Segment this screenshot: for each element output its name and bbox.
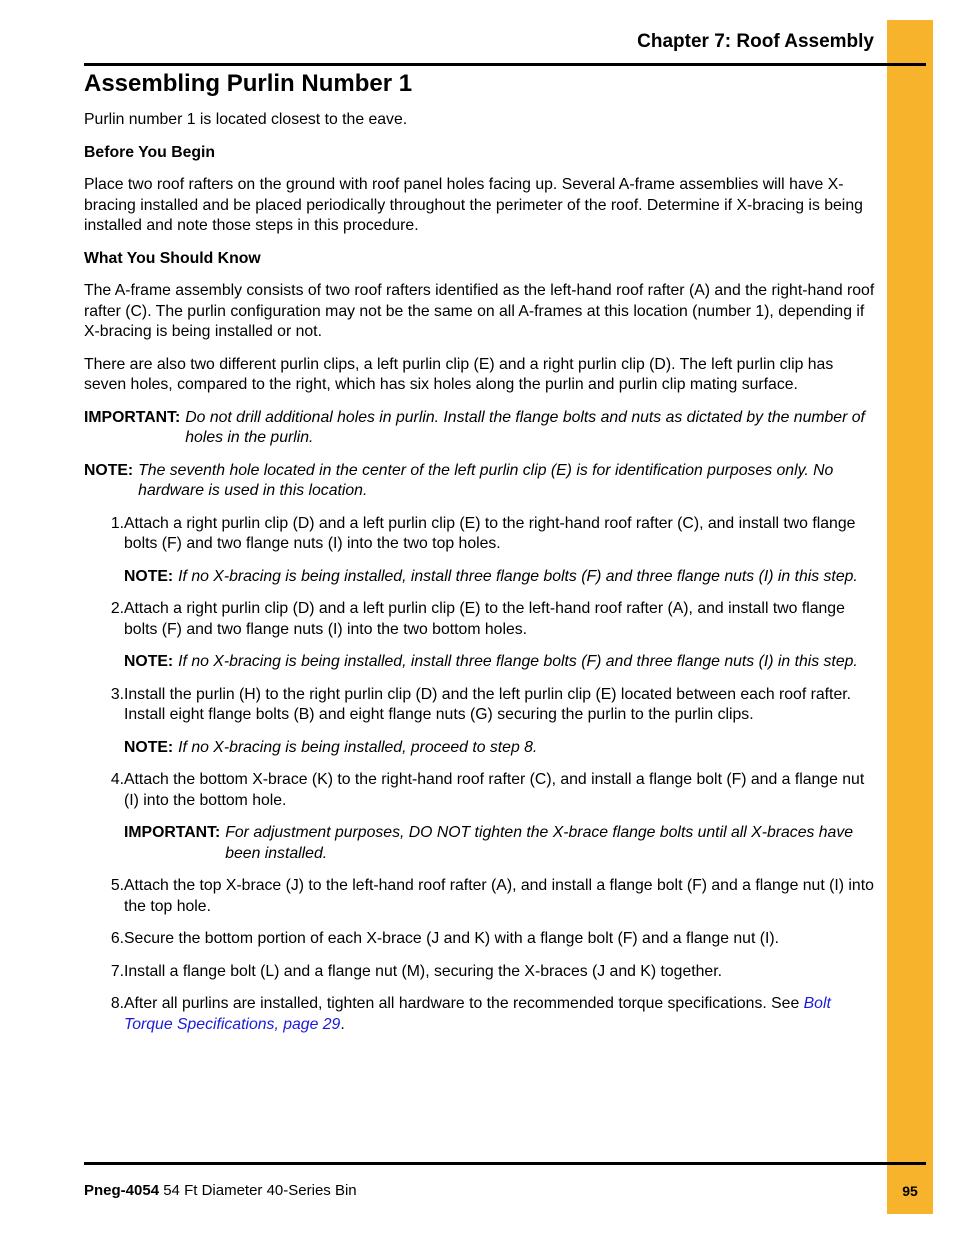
- important-label: IMPORTANT:: [84, 408, 181, 426]
- step-8: [84, 994, 876, 1035]
- step-4-important: [124, 823, 876, 864]
- step-text: After all purlins are installed, tighten all hardware to the recommended torque specifications. See: [124, 995, 804, 1012]
- before-paragraph: Place two roof rafters on the ground with roof panel holes facing up. Several A-frame assemblies will have X-bracing installed and be placed periodically throughout the perimeter of the roof. Determine if X-bracing is being installed and note those steps in this procedure.: [84, 176, 863, 234]
- footer-rule: [84, 1162, 926, 1165]
- step-text: Install the purlin (H) to the right purlin clip (D) and the left purlin clip (E) located between each roof rafter. Install eight flange bolts (B) and eight flange nuts (G) securing the purlin to the purlin clips.: [124, 685, 852, 723]
- step-number: 1.: [110, 514, 124, 532]
- step-number: 8.: [110, 995, 124, 1012]
- step-7: [84, 962, 876, 983]
- main-content: [84, 110, 876, 1047]
- step-note-text: For adjustment purposes, DO NOT tighten the X-brace flange bolts until all X-braces have been installed.: [225, 824, 854, 862]
- step-text-wrapper: [124, 994, 876, 1035]
- note-callout: [84, 461, 876, 502]
- important-callout: [84, 408, 876, 449]
- step-1: [84, 514, 876, 555]
- intro-paragraph: Purlin number 1 is located closest to the eave.: [84, 111, 408, 128]
- step-1-note: [124, 567, 876, 588]
- step-text-tail: .: [340, 1015, 345, 1033]
- step-number: 6.: [110, 930, 124, 947]
- step-4: [84, 770, 876, 811]
- know-heading: What You Should Know: [84, 249, 261, 267]
- before-heading: Before You Begin: [84, 143, 216, 161]
- step-3: [84, 685, 876, 726]
- step-text: Attach the bottom X-brace (K) to the right-hand roof rafter (C), and install a flange bolt (F) and a flange nut (I) into the bottom hole.: [124, 771, 865, 809]
- step-note-label: NOTE:: [124, 567, 174, 585]
- step-number: 7.: [110, 962, 124, 980]
- page-title: Assembling Purlin Number 1: [84, 70, 413, 97]
- important-text: Do not drill additional holes in purlin. Install the flange bolts and nuts as dictated by the number of holes in the purlin.: [185, 408, 865, 446]
- step-2: [84, 599, 876, 640]
- chapter-heading: Chapter 7: Roof Assembly: [637, 31, 874, 52]
- step-text: Attach a right purlin clip (D) and a left purlin clip (E) to the right-hand roof rafter (C), and install two flange bolts (F) and two flange nuts (I) into the two top holes.: [124, 514, 856, 552]
- step-number: 2.: [110, 600, 124, 617]
- step-note-label: NOTE:: [124, 738, 174, 756]
- page-number: 95: [902, 1183, 918, 1199]
- step-note-text: If no X-bracing is being installed, install three flange bolts (F) and three flange nuts (I) in this step.: [178, 653, 858, 670]
- step-3-note: [124, 738, 876, 759]
- step-note-text: If no X-bracing is being installed, install three flange bolts (F) and three flange nuts (I) in this step.: [178, 567, 858, 585]
- step-2-note: [124, 652, 876, 673]
- step-text: Secure the bottom portion of each X-brace (J and K) with a flange bolt (F) and a flange nut (I).: [124, 930, 780, 947]
- chapter-side-tab: [887, 20, 933, 1214]
- step-number: 5.: [110, 877, 124, 894]
- note-label: NOTE:: [84, 461, 134, 479]
- step-note-text: If no X-bracing is being installed, proceed to step 8.: [178, 738, 538, 756]
- step-note-label: NOTE:: [124, 653, 174, 670]
- footer-doc-title: 54 Ft Diameter 40-Series Bin: [163, 1182, 357, 1199]
- step-number: 3.: [110, 685, 124, 703]
- step-6: [84, 929, 876, 950]
- step-text: Attach the top X-brace (J) to the left-hand roof rafter (A), and install a flange bolt (F) and a flange nut (I) into the top hole.: [124, 877, 874, 915]
- footer-doc-id: Pneg-4054: [84, 1182, 160, 1199]
- know-paragraph-2: There are also two different purlin clips, a left purlin clip (E) and a right purlin clip (D). The left purlin clip has seven holes, compared to the right, which has six holes along the purlin and purlin clip mating surface.: [84, 355, 834, 393]
- step-number: 4.: [110, 771, 124, 788]
- header-rule: [84, 63, 926, 66]
- know-paragraph-1: The A-frame assembly consists of two roof rafters identified as the left-hand roof rafter (A) and the right-hand roof rafter (C). The purlin configuration may not be the same on all A-frames at this location (number 1), depending if X-bracing is being installed or not.: [84, 282, 875, 340]
- bolt-torque-link[interactable]: Bolt Torque Specifications, page 29: [124, 995, 831, 1033]
- step-note-label: IMPORTANT:: [124, 824, 221, 841]
- step-text: Install a flange bolt (L) and a flange nut (M), securing the X-braces (J and K) together.: [124, 962, 722, 980]
- step-text: Attach a right purlin clip (D) and a left purlin clip (E) to the left-hand roof rafter (A), and install two flange bolts (F) and two flange nuts (I) into the two bottom holes.: [124, 600, 845, 638]
- note-text: The seventh hole located in the center of the left purlin clip (E) is for identification purposes only. No hardware is used in this location.: [138, 461, 834, 499]
- footer-doc: [84, 1182, 357, 1199]
- step-5: [84, 876, 876, 917]
- procedure-steps: [84, 514, 876, 1036]
